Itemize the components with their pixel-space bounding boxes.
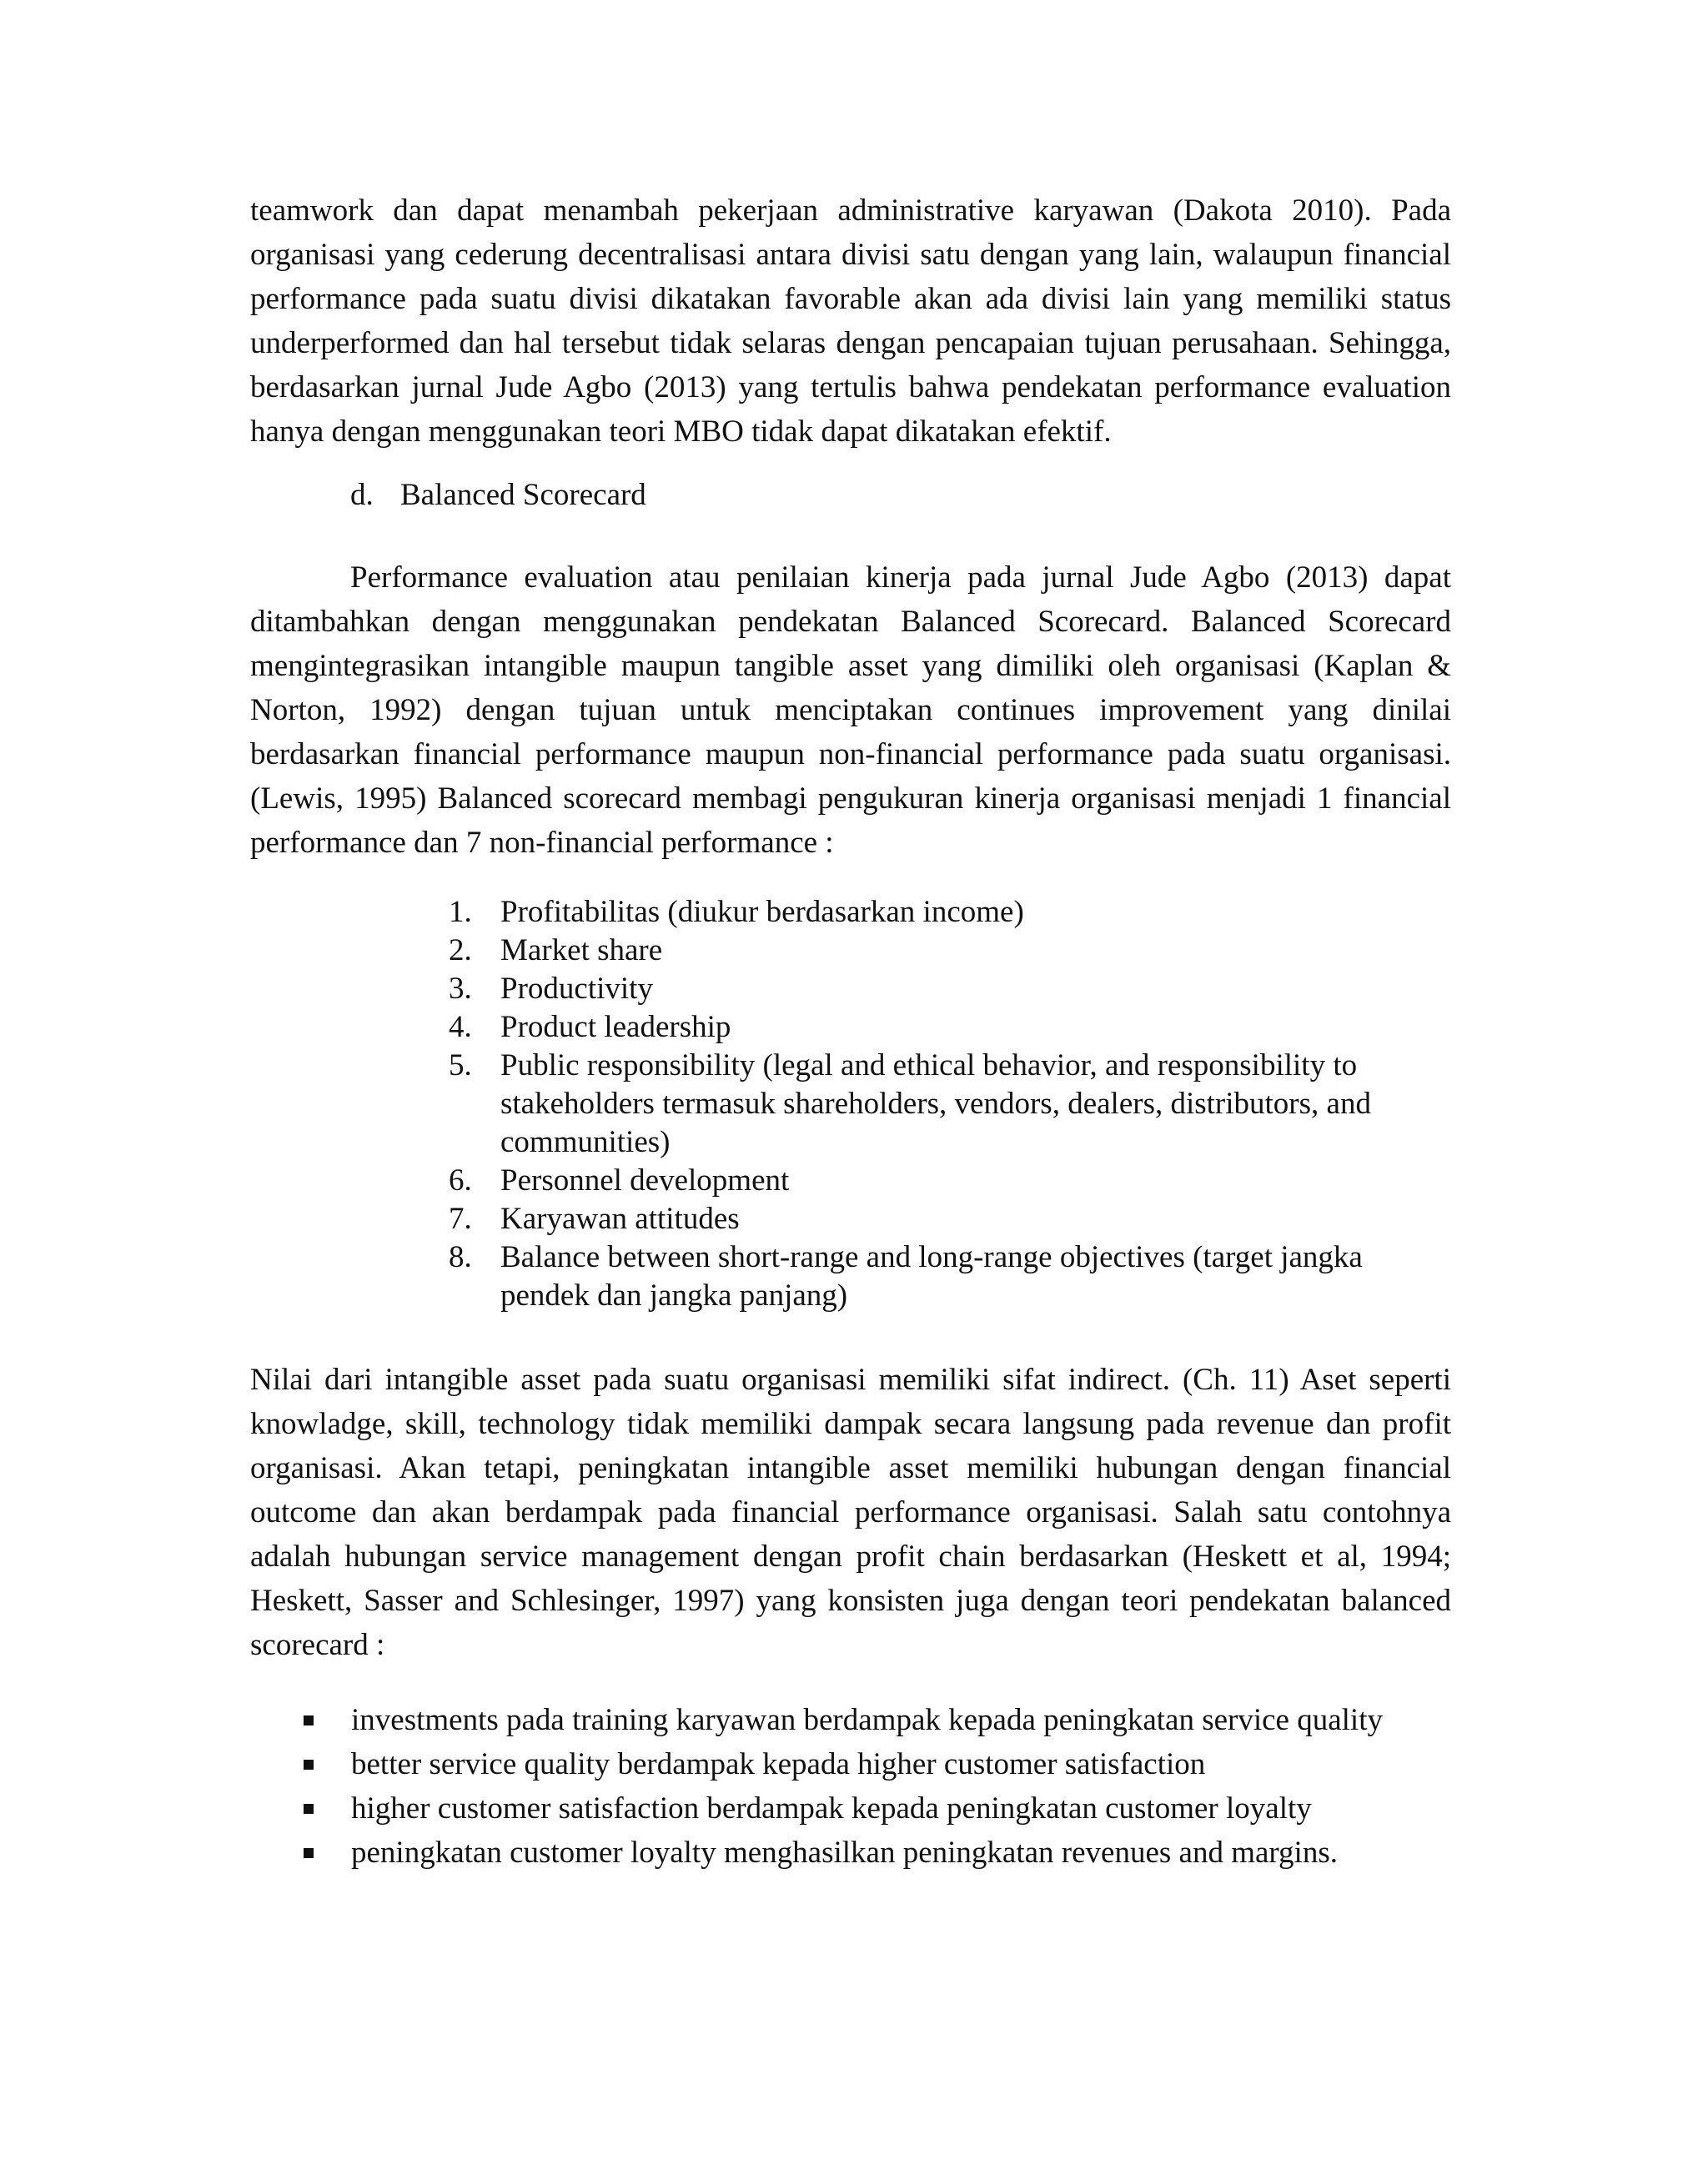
bullet-text: investments pada training karyawan berdampak kepada peningkatan service quality: [351, 1703, 1383, 1737]
service-profit-chain-list: [250, 1698, 1451, 1875]
list-item: [302, 1786, 1451, 1831]
square-bullet-icon: [304, 1715, 314, 1725]
bullet-text: higher customer satisfaction berdampak kepada peningkatan customer loyalty: [351, 1791, 1312, 1826]
list-text: Profitabilitas (diukur berdasarkan income): [500, 895, 1024, 929]
list-item: [449, 1238, 1451, 1315]
list-text: Balance between short-range and long-range objectives (target jangka pendek dan jangka panjang): [500, 1240, 1363, 1313]
section-title: Balanced Scorecard: [400, 478, 646, 512]
list-number: 3.: [449, 972, 472, 1006]
list-number: 7.: [449, 1202, 472, 1236]
list-number: 1.: [449, 895, 472, 929]
performance-measures-list: [250, 893, 1451, 1315]
list-item: [302, 1742, 1451, 1786]
list-item: [302, 1831, 1451, 1875]
list-item: [449, 1008, 1451, 1047]
list-number: 5.: [449, 1048, 472, 1082]
list-item: [449, 893, 1451, 932]
paragraph-mbo-conclusion: teamwork dan dapat menambah pekerjaan administrative karyawan (Dakota 2010). Pada organisasi yang cederung decentralisasi antara divisi satu dengan yang lain, walaupun financial performance pada suatu divisi dikatakan favorable akan ada divisi lain yang memiliki status underperformed dan hal tersebut tidak selaras dengan pencapaian tujuan perusahaan. Sehingga, berdasarkan jurnal Jude Agbo (2013) yang tertulis bahwa pendekatan performance evaluation hanya dengan menggunakan teori MBO tidak dapat dikatakan efektif.: [250, 193, 1451, 449]
list-number: 4.: [449, 1010, 472, 1044]
list-number: 6.: [449, 1163, 472, 1198]
square-bullet-icon: [304, 1804, 314, 1814]
list-item: [449, 1200, 1451, 1238]
list-text: Public responsibility (legal and ethical behavior, and responsibility to stakeholders termasuk shareholders, vendors, dealers, distributors, and communities): [500, 1048, 1371, 1159]
list-item: [449, 1047, 1451, 1162]
list-text: Personnel development: [500, 1163, 790, 1198]
list-text: Productivity: [500, 972, 653, 1006]
list-text: Market share: [500, 933, 663, 967]
square-bullet-icon: [304, 1848, 314, 1858]
bullet-text: better service quality berdampak kepada higher customer satisfaction: [351, 1747, 1206, 1781]
list-number: 2.: [449, 933, 472, 967]
section-marker: d.: [350, 478, 374, 512]
list-item: [449, 932, 1451, 970]
list-number: 8.: [449, 1240, 472, 1274]
section-heading-balanced-scorecard: [250, 473, 1451, 517]
bullet-text: peningkatan customer loyalty menghasilkan peningkatan revenues and margins.: [351, 1836, 1338, 1870]
paragraph-intangible-assets: Nilai dari intangible asset pada suatu organisasi memiliki sifat indirect. (Ch. 11) Aset seperti knowladge, skill, technology tidak memiliki dampak secara langsung pada revenue dan profit organisasi. Akan tetapi, peningkatan intangible asset memiliki hubungan dengan financial outcome dan akan berdampak pada financial performance organisasi. Salah satu contohnya adalah hubungan service management dengan profit chain berdasarkan (Heskett et al, 1994; Heskett, Sasser and Schlesinger, 1997) yang konsisten juga dengan teori pendekatan balanced scorecard :: [250, 1363, 1451, 1662]
paragraph-balanced-scorecard-intro: Performance evaluation atau penilaian kinerja pada jurnal Jude Agbo (2013) dapat ditambahkan dengan menggunakan pendekatan Balanced Scorecard. Balanced Scorecard mengintegrasikan intangible maupun tangible asset yang dimiliki oleh organisasi (Kaplan & Norton, 1992) dengan tujuan untuk menciptakan continues improvement yang dinilai berdasarkan financial performance maupun non-financial performance pada suatu organisasi. (Lewis, 1995) Balanced scorecard membagi pengukuran kinerja organisasi menjadi 1 financial performance dan 7 non-financial performance :: [250, 560, 1451, 860]
list-text: Product leadership: [500, 1010, 731, 1044]
list-item: [302, 1698, 1451, 1742]
document-page: [250, 188, 1451, 1875]
list-text: Karyawan attitudes: [500, 1202, 740, 1236]
square-bullet-icon: [304, 1760, 314, 1770]
list-item: [449, 1162, 1451, 1200]
list-item: [449, 970, 1451, 1008]
